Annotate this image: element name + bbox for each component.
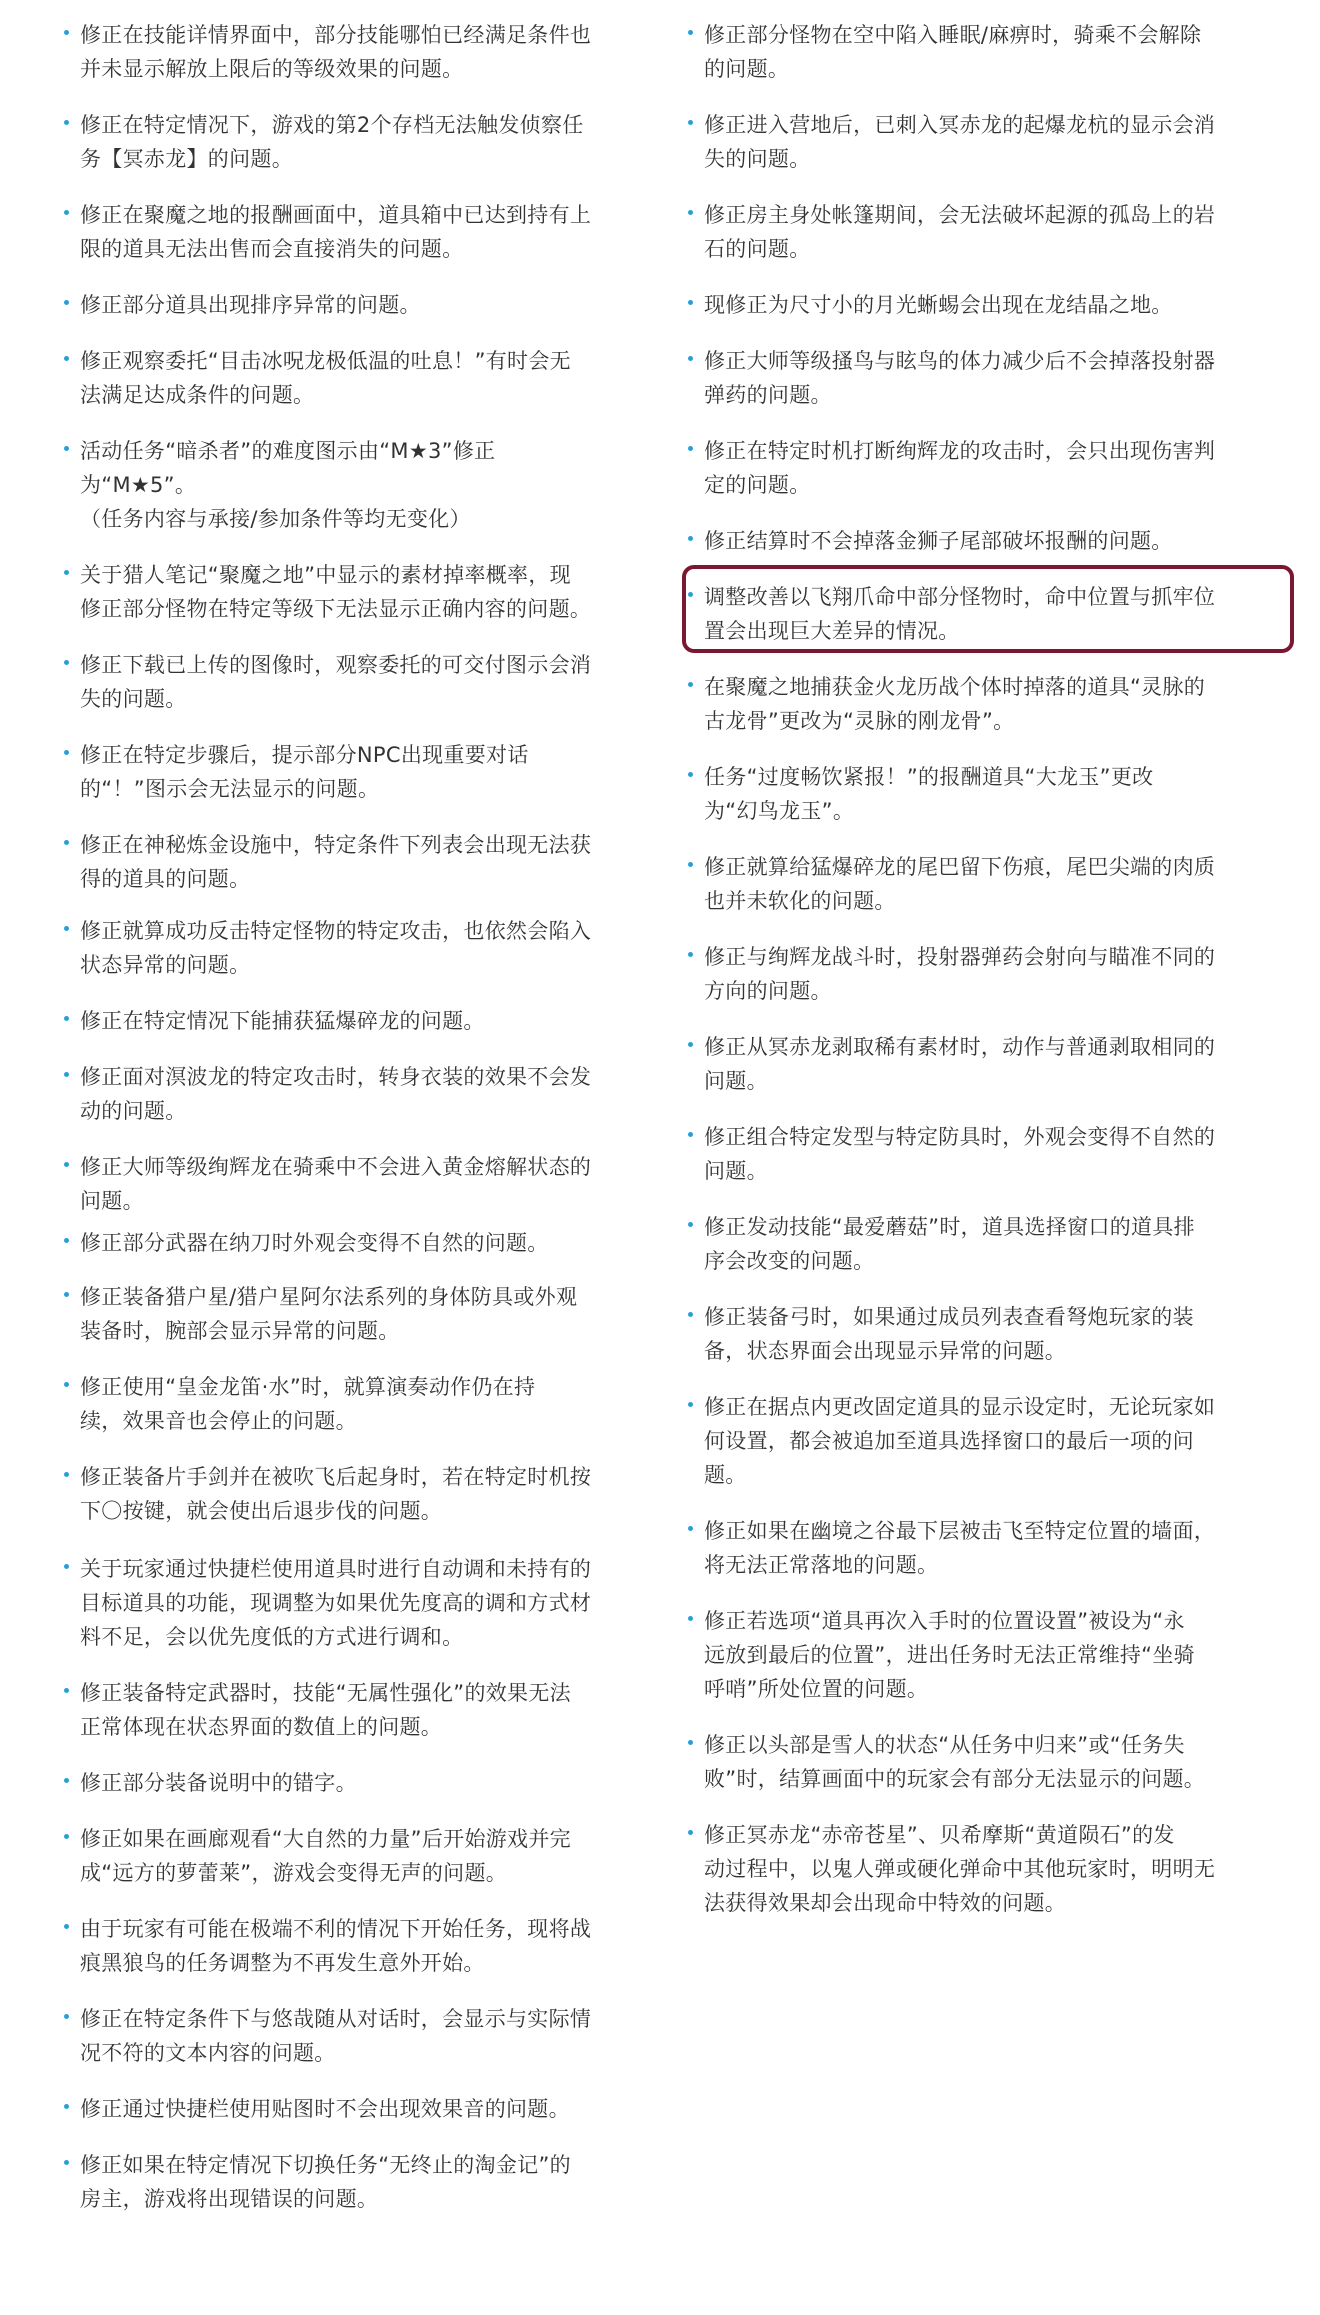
list-item: 修正如果在特定情况下切换任务“无终止的淘金记”的 房主，游戏将出现错误的问题。 xyxy=(64,2148,630,2216)
bullet-icon xyxy=(64,120,69,125)
bullet-icon xyxy=(64,356,69,361)
bullet-icon xyxy=(64,1238,69,1243)
list-item: 修正部分怪物在空中陷入睡眠/麻痹时，骑乘不会解除 的问题。 xyxy=(688,18,1248,86)
list-item: 修正与绚辉龙战斗时，投射器弹药会射向与瞄准不同的 方向的问题。 xyxy=(688,940,1248,1008)
bullet-icon xyxy=(688,210,693,215)
bullet-icon xyxy=(64,926,69,931)
list-item: 活动任务“暗杀者”的难度图示由“M★3”修正 为“M★5”。 （任务内容与承接/参加条件等均无变化） xyxy=(64,434,630,536)
bullet-icon xyxy=(688,1132,693,1137)
bullet-icon xyxy=(64,1778,69,1783)
list-item: 修正通过快捷栏使用贴图时不会出现效果音的问题。 xyxy=(64,2092,630,2126)
list-item: 修正下载已上传的图像时，观察委托的可交付图示会消 失的问题。 xyxy=(64,648,630,716)
list-item: 修正装备猎户星/猎户星阿尔法系列的身体防具或外观 装备时，腕部会显示异常的问题。 xyxy=(64,1280,630,1348)
bullet-icon xyxy=(64,1564,69,1569)
bullet-icon xyxy=(688,446,693,451)
list-item: 修正发动技能“最爱蘑菇”时，道具选择窗口的道具排 序会改变的问题。 xyxy=(688,1210,1248,1278)
bullet-icon xyxy=(688,30,693,35)
bullet-icon xyxy=(64,30,69,35)
list-item: 修正在特定步骤后，提示部分NPC出现重要对话 的“！”图示会无法显示的问题。 xyxy=(64,738,630,806)
list-item: 修正在特定情况下，游戏的第2个存档无法触发侦察任 务【冥赤龙】的问题。 xyxy=(64,108,630,176)
list-item: 修正使用“皇金龙笛·水”时，就算演奏动作仍在持 续，效果音也会停止的问题。 xyxy=(64,1370,630,1438)
bullet-icon xyxy=(688,356,693,361)
bullet-icon xyxy=(688,1526,693,1531)
bullet-icon xyxy=(64,210,69,215)
bullet-icon xyxy=(64,570,69,575)
list-item: 修正大师等级绚辉龙在骑乘中不会进入黄金熔解状态的 问题。 xyxy=(64,1150,630,1218)
bullet-icon xyxy=(64,1834,69,1839)
list-item: 修正在特定条件下与悠哉随从对话时，会显示与实际情 况不符的文本内容的问题。 xyxy=(64,2002,630,2070)
list-item: 修正在神秘炼金设施中，特定条件下列表会出现无法获 得的道具的问题。 xyxy=(64,828,630,896)
bullet-icon xyxy=(688,952,693,957)
list-item: 修正以头部是雪人的状态“从任务中归来”或“任务失 败”时，结算画面中的玩家会有部分无法显示的问题。 xyxy=(688,1728,1248,1796)
bullet-icon xyxy=(688,300,693,305)
bullet-icon xyxy=(688,536,693,541)
list-item: 修正冥赤龙“赤帝苍星”、贝希摩斯“黄道陨石”的发 动过程中，以鬼人弹或硬化弹命中其他玩家时，明明无 法获得效果却会出现命中特效的问题。 xyxy=(688,1818,1248,1920)
list-item: 修正就算给猛爆碎龙的尾巴留下伤痕，尾巴尖端的肉质 也并未软化的问题。 xyxy=(688,850,1248,918)
list-item: 修正在聚魔之地的报酬画面中，道具箱中已达到持有上 限的道具无法出售而会直接消失的问题。 xyxy=(64,198,630,266)
list-item: 修正大师等级搔鸟与眩鸟的体力减少后不会掉落投射器 弹药的问题。 xyxy=(688,344,1248,412)
list-item: 修正装备特定武器时，技能“无属性强化”的效果无法 正常体现在状态界面的数值上的问题。 xyxy=(64,1676,630,1744)
bullet-icon xyxy=(688,682,693,687)
list-item: 修正观察委托“目击冰呪龙极低温的吐息！”有时会无 法满足达成条件的问题。 xyxy=(64,344,630,412)
list-item: 修正在据点内更改固定道具的显示设定时，无论玩家如 何设置，都会被追加至道具选择窗口的最后一项的问 题。 xyxy=(688,1390,1248,1492)
bullet-icon xyxy=(64,840,69,845)
bullet-icon xyxy=(64,1472,69,1477)
bullet-icon xyxy=(64,1382,69,1387)
list-item: 修正装备片手剑并在被吹飞后起身时，若在特定时机按 下〇按键，就会使出后退步伐的问题。 xyxy=(64,1460,630,1528)
list-item: 修正在技能详情界面中，部分技能哪怕已经满足条件也 并未显示解放上限后的等级效果的问题。 xyxy=(64,18,630,86)
bullet-icon xyxy=(688,1616,693,1621)
list-item: 修正装备弓时，如果通过成员列表查看弩炮玩家的装 备，状态界面会出现显示异常的问题。 xyxy=(688,1300,1248,1368)
list-item: 任务“过度畅饮紧报！”的报酬道具“大龙玉”更改 为“幻鸟龙玉”。 xyxy=(688,760,1248,828)
bullet-icon xyxy=(688,862,693,867)
bullet-icon xyxy=(64,660,69,665)
list-item: 修正结算时不会掉落金狮子尾部破坏报酬的问题。 xyxy=(688,524,1248,558)
list-item: 修正部分装备说明中的错字。 xyxy=(64,1766,630,1800)
list-item: 修正就算成功反击特定怪物的特定攻击，也依然会陷入 状态异常的问题。 xyxy=(64,914,630,982)
bullet-icon xyxy=(64,750,69,755)
list-item: 在聚魔之地捕获金火龙历战个体时掉落的道具“灵脉的 古龙骨”更改为“灵脉的刚龙骨”。 xyxy=(688,670,1248,738)
bullet-icon xyxy=(688,1312,693,1317)
list-item: 修正如果在幽境之谷最下层被击飞至特定位置的墙面， 将无法正常落地的问题。 xyxy=(688,1514,1248,1582)
list-item: 修正面对溟波龙的特定攻击时，转身衣装的效果不会发 动的问题。 xyxy=(64,1060,630,1128)
list-item: 由于玩家有可能在极端不利的情况下开始任务，现将战 痕黑狼鸟的任务调整为不再发生意外开始。 xyxy=(64,1912,630,1980)
bullet-icon xyxy=(64,300,69,305)
bullet-icon xyxy=(64,446,69,451)
bullet-icon xyxy=(64,2160,69,2165)
list-item: 修正如果在画廊观看“大自然的力量”后开始游戏并完 成“远方的萝蕾莱”，游戏会变得无声的问题。 xyxy=(64,1822,630,1890)
bullet-icon xyxy=(64,1688,69,1693)
list-item: 修正在特定时机打断绚辉龙的攻击时，会只出现伤害判 定的问题。 xyxy=(688,434,1248,502)
list-item: 关于玩家通过快捷栏使用道具时进行自动调和未持有的 目标道具的功能，现调整为如果优先度高的调和方式材 料不足，会以优先度低的方式进行调和。 xyxy=(64,1552,630,1654)
list-item: 修正从冥赤龙剥取稀有素材时，动作与普通剥取相同的 问题。 xyxy=(688,1030,1248,1098)
bullet-icon xyxy=(688,120,693,125)
list-item: 修正部分道具出现排序异常的问题。 xyxy=(64,288,630,322)
bullet-icon xyxy=(64,1162,69,1167)
list-item: 修正在特定情况下能捕获猛爆碎龙的问题。 xyxy=(64,1004,630,1038)
bullet-icon xyxy=(64,1924,69,1929)
list-item: 修正进入营地后，已刺入冥赤龙的起爆龙杭的显示会消 失的问题。 xyxy=(688,108,1248,176)
bullet-icon xyxy=(688,1222,693,1227)
bullet-icon xyxy=(64,2014,69,2019)
bullet-icon xyxy=(64,1016,69,1021)
list-item: 关于猎人笔记“聚魔之地”中显示的素材掉率概率，现 修正部分怪物在特定等级下无法显示正确内容的问题。 xyxy=(64,558,630,626)
bullet-icon xyxy=(688,1402,693,1407)
bullet-icon xyxy=(688,1042,693,1047)
list-item: 修正房主身处帐篷期间，会无法破坏起源的孤岛上的岩 石的问题。 xyxy=(688,198,1248,266)
list-item: 现修正为尺寸小的月光蜥蜴会出现在龙结晶之地。 xyxy=(688,288,1248,322)
list-item: 修正组合特定发型与特定防具时，外观会变得不自然的 问题。 xyxy=(688,1120,1248,1188)
highlight-box xyxy=(682,565,1294,653)
list-item-highlighted: 调整改善以飞翔爪命中部分怪物时，命中位置与抓牢位 置会出现巨大差异的情况。 xyxy=(688,580,1248,648)
bullet-icon xyxy=(688,1830,693,1835)
list-item: 修正若选项“道具再次入手时的位置设置”被设为“永 远放到最后的位置”，进出任务时无法正常维持“坐骑 呼哨”所处位置的问题。 xyxy=(688,1604,1248,1706)
bullet-icon xyxy=(64,1292,69,1297)
bullet-icon xyxy=(688,772,693,777)
bullet-icon xyxy=(64,2104,69,2109)
list-item: 修正部分武器在纳刀时外观会变得不自然的问题。 xyxy=(64,1226,630,1260)
bullet-icon xyxy=(64,1072,69,1077)
bullet-icon xyxy=(688,1740,693,1745)
